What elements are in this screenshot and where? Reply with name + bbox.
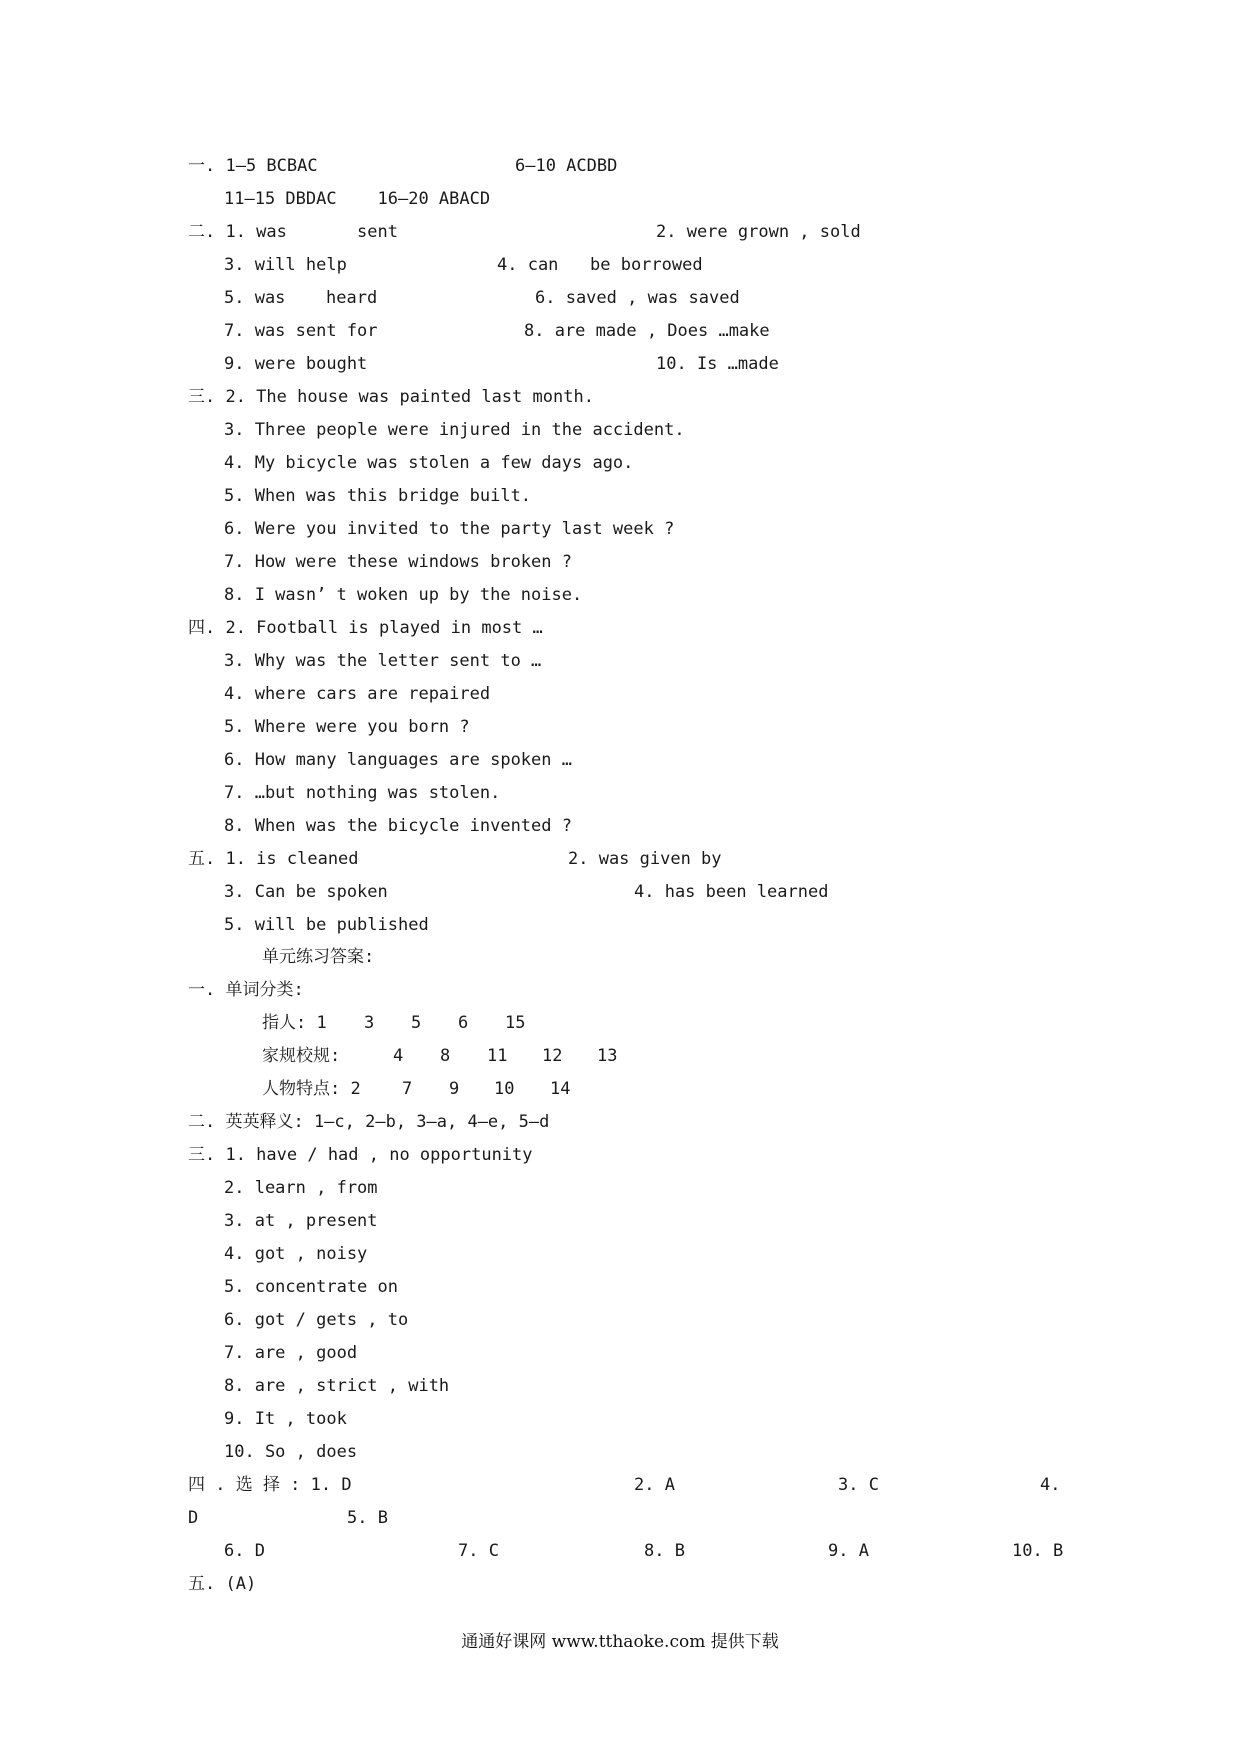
answer-line: D: [188, 1508, 199, 1528]
answer-line: 11—15 DBDAC 16—20 ABACD: [224, 189, 491, 209]
answer-line: 5. B: [347, 1508, 388, 1528]
answer-line: 6. Were you invited to the party last week ?: [224, 519, 675, 539]
answer-line: 8. When was the bicycle invented ?: [224, 816, 572, 836]
answer-line: 9: [449, 1079, 460, 1099]
answer-line: 4: [393, 1046, 404, 1066]
answer-line: 6. D: [224, 1541, 265, 1561]
answer-line: 人物特点: 2: [262, 1079, 361, 1099]
answer-line: 13: [597, 1046, 618, 1066]
answer-line: 10: [494, 1079, 515, 1099]
section-heading: 单元练习答案:: [262, 947, 375, 967]
answer-line: 5. When was this bridge built.: [224, 486, 532, 506]
answer-line: 10. B: [1012, 1541, 1064, 1561]
answer-line: 5. Where were you born ?: [224, 717, 470, 737]
answer-line: 7. …but nothing was stolen.: [224, 783, 501, 803]
answer-line: 3: [364, 1013, 375, 1033]
answer-line: 指人: 1: [262, 1013, 327, 1033]
answer-line: 2. A: [634, 1475, 675, 1495]
answer-line: 14: [550, 1079, 571, 1099]
answer-line: 4. where cars are repaired: [224, 684, 491, 704]
answer-line: 3. Can be spoken: [224, 882, 388, 902]
answer-line: 3. Three people were injured in the accident.: [224, 420, 685, 440]
answer-line: 9. were bought: [224, 354, 368, 374]
answer-line: 2. were grown , sold: [656, 222, 861, 242]
answer-line: 6—10 ACDBD: [515, 156, 618, 176]
answer-line: 5. will be published: [224, 915, 429, 935]
answer-line: 5. concentrate on: [224, 1277, 398, 1297]
answer-line: 五. 1. is cleaned: [188, 849, 359, 869]
answer-line: 6. got / gets , to: [224, 1310, 409, 1330]
answer-line: 10. Is …made: [656, 354, 779, 374]
answer-line: 5. was: [224, 288, 286, 308]
answer-line: 6. saved , was saved: [535, 288, 740, 308]
answer-line: 6: [458, 1013, 469, 1033]
answer-line: 四 . 选 择 : 1. D: [188, 1475, 352, 1495]
answer-line: 8. are made , Does …make: [524, 321, 770, 341]
answer-line: 8. I wasn’ t woken up by the noise.: [224, 585, 583, 605]
answer-line: 4. got , noisy: [224, 1244, 368, 1264]
answer-line: 2. learn , from: [224, 1178, 378, 1198]
answer-line: 三. 2. The house was painted last month.: [188, 387, 594, 407]
answer-line: sent: [357, 222, 398, 242]
answer-line: 4. can: [497, 255, 559, 275]
answer-line: 3. Why was the letter sent to …: [224, 651, 542, 671]
answer-line: 7. C: [458, 1541, 499, 1561]
answer-line: 9. It , took: [224, 1409, 347, 1429]
answer-line: be borrowed: [590, 255, 703, 275]
answer-line: 五. (A): [188, 1574, 257, 1594]
answer-line: 3. at , present: [224, 1211, 378, 1231]
answer-line: 3. will help: [224, 255, 347, 275]
answer-line: 8. B: [644, 1541, 685, 1561]
answer-line: 8: [440, 1046, 451, 1066]
answer-line: 2. was given by: [568, 849, 722, 869]
answer-line: 4. has been learned: [634, 882, 829, 902]
answer-line: 四. 2. Football is played in most …: [188, 618, 543, 638]
answer-line: 8. are , strict , with: [224, 1376, 450, 1396]
page-footer: 通通好课网 www.tthaoke.com 提供下载: [461, 1632, 779, 1652]
answer-line: 10. So , does: [224, 1442, 358, 1462]
answer-line: 二. 1. was: [188, 222, 287, 242]
answer-line: 4. My bicycle was stolen a few days ago.: [224, 453, 634, 473]
answer-line: 11: [487, 1046, 508, 1066]
answer-line: 二. 英英释义: 1—c, 2—b, 3—a, 4—e, 5—d: [188, 1112, 550, 1132]
answer-line: 一. 单词分类:: [188, 980, 304, 1000]
answer-line: 15: [505, 1013, 526, 1033]
answer-line: 9. A: [828, 1541, 869, 1561]
answer-line: 3. C: [838, 1475, 879, 1495]
answer-line: 5: [411, 1013, 422, 1033]
answer-line: 7. was sent for: [224, 321, 378, 341]
answer-line: 7. are , good: [224, 1343, 358, 1363]
answer-line: 12: [542, 1046, 563, 1066]
answer-line: heard: [326, 288, 378, 308]
answer-line: 4.: [1040, 1475, 1061, 1495]
answer-line: 6. How many languages are spoken …: [224, 750, 572, 770]
answer-line: 7. How were these windows broken ?: [224, 552, 572, 572]
answer-line: 三. 1. have / had , no opportunity: [188, 1145, 533, 1165]
answer-line: 家规校规:: [262, 1046, 341, 1066]
answer-line: 7: [402, 1079, 413, 1099]
answer-line: 一. 1—5 BCBAC: [188, 156, 318, 176]
